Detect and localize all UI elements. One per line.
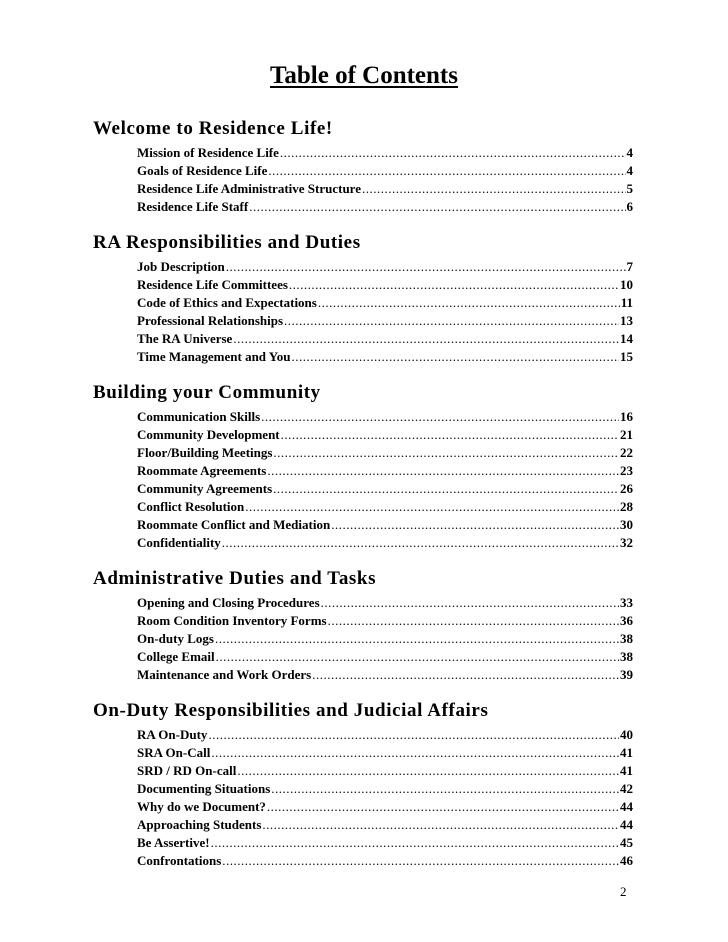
dot-leader (262, 816, 619, 834)
section-heading: Administrative Duties and Tasks (93, 568, 377, 589)
entry-label: Conflict Resolution (137, 499, 245, 514)
dot-leader (280, 144, 626, 162)
dot-leader (289, 276, 619, 294)
entry-label: Confrontations (137, 853, 222, 868)
toc-entry (137, 276, 633, 294)
dot-leader (208, 726, 619, 744)
dot-leader (268, 162, 625, 180)
toc-entry (137, 834, 633, 852)
section-heading: RA Responsibilities and Duties (93, 232, 361, 253)
dot-leader (245, 498, 619, 516)
dot-leader (249, 198, 625, 216)
entry-label: Residence Life Committees (137, 277, 288, 292)
entry-label: Time Management and You (137, 349, 291, 364)
dot-leader (267, 462, 619, 480)
entry-page: 45 (620, 835, 633, 850)
toc-section (93, 116, 633, 216)
entry-page: 4 (626, 145, 633, 160)
dot-leader (362, 180, 626, 198)
entry-page: 23 (620, 463, 633, 478)
entry-label: Residence Life Administrative Structure (137, 181, 361, 196)
toc-section (93, 566, 633, 684)
entry-page: 44 (620, 799, 633, 814)
entry-page: 46 (620, 853, 633, 868)
dot-leader (222, 852, 619, 870)
entry-label: Professional Relationships (137, 313, 284, 328)
entry-page: 21 (620, 427, 633, 442)
toc-entry (137, 162, 633, 180)
entry-page: 5 (626, 181, 633, 196)
toc-entry (137, 762, 633, 780)
toc-entry (137, 744, 633, 762)
entry-page: 41 (620, 763, 633, 778)
section-entries (137, 144, 633, 216)
section-entries (137, 408, 633, 552)
dot-leader (273, 480, 619, 498)
entry-label: On-duty Logs (137, 631, 214, 646)
entry-page: 4 (626, 163, 633, 178)
entry-label: Community Agreements (137, 481, 273, 496)
entry-page: 38 (620, 649, 633, 664)
entry-page: 41 (620, 745, 633, 760)
entry-page: 44 (620, 817, 633, 832)
dot-leader (271, 780, 619, 798)
toc-entry (137, 780, 633, 798)
toc-entry (137, 258, 633, 276)
dot-leader (226, 258, 626, 276)
entry-label: Floor/Building Meetings (137, 445, 273, 460)
dot-leader (273, 444, 619, 462)
toc-entry (137, 180, 633, 198)
toc-entry (137, 294, 633, 312)
entry-label: Mission of Residence Life (137, 145, 279, 160)
toc-entry (137, 648, 633, 666)
toc-entry (137, 444, 633, 462)
entry-label: Goals of Residence Life (137, 163, 268, 178)
entry-label: Documenting Situations (137, 781, 271, 796)
entry-page: 14 (620, 331, 633, 346)
entry-label: Be Assertive! (137, 835, 210, 850)
section-entries (137, 258, 633, 366)
toc-entry (137, 594, 633, 612)
dot-leader (281, 426, 619, 444)
entry-label: Opening and Closing Procedures (137, 595, 320, 610)
entry-page: 39 (620, 667, 633, 682)
dot-leader (215, 630, 619, 648)
entry-label: Maintenance and Work Orders (137, 667, 312, 682)
entry-label: Residence Life Staff (137, 199, 249, 214)
toc-entry (137, 348, 633, 366)
entry-page: 33 (620, 595, 633, 610)
section-entries (137, 726, 633, 870)
toc-entry (137, 480, 633, 498)
section-heading: Welcome to Residence Life! (93, 118, 333, 139)
toc-entry (137, 726, 633, 744)
toc-body (93, 116, 633, 884)
entry-label: SRA On-Call (137, 745, 211, 760)
dot-leader (284, 312, 619, 330)
toc-entry (137, 498, 633, 516)
entry-page: 36 (620, 613, 633, 628)
dot-leader (261, 408, 619, 426)
dot-leader (321, 594, 619, 612)
toc-section (93, 698, 633, 870)
dot-leader (222, 534, 619, 552)
entry-label: Why do we Document? (137, 799, 266, 814)
entry-page: 16 (620, 409, 633, 424)
entry-page: 40 (620, 727, 633, 742)
entry-page: 32 (620, 535, 633, 550)
toc-entry (137, 798, 633, 816)
entry-label: Confidentiality (137, 535, 221, 550)
entry-page: 6 (626, 199, 633, 214)
toc-entry (137, 198, 633, 216)
toc-entry (137, 462, 633, 480)
section-heading: Building your Community (93, 382, 321, 403)
toc-entry (137, 426, 633, 444)
toc-entry (137, 666, 633, 684)
toc-section (93, 380, 633, 552)
entry-page: 30 (620, 517, 633, 532)
entry-label: SRD / RD On-call (137, 763, 237, 778)
toc-section (93, 230, 633, 366)
dot-leader (318, 294, 620, 312)
entry-label: Community Development (137, 427, 280, 442)
toc-entry (137, 630, 633, 648)
toc-entry (137, 312, 633, 330)
entry-page: 10 (620, 277, 633, 292)
toc-entry (137, 408, 633, 426)
toc-entry (137, 144, 633, 162)
dot-leader (328, 612, 619, 630)
entry-page: 7 (626, 259, 633, 274)
entry-label: College Email (137, 649, 215, 664)
toc-entry (137, 330, 633, 348)
section-entries (137, 594, 633, 684)
dot-leader (331, 516, 619, 534)
entry-label: Code of Ethics and Expectations (137, 295, 317, 310)
entry-label: Communication Skills (137, 409, 261, 424)
entry-label: The RA Universe (137, 331, 233, 346)
entry-page: 28 (620, 499, 633, 514)
toc-entry (137, 534, 633, 552)
dot-leader (291, 348, 619, 366)
section-heading: On-Duty Responsibilities and Judicial Affairs (93, 700, 489, 721)
toc-entry (137, 612, 633, 630)
dot-leader (312, 666, 619, 684)
dot-leader (211, 834, 619, 852)
toc-entry (137, 516, 633, 534)
page-title: Table of Contents (270, 62, 458, 89)
dot-leader (216, 648, 619, 666)
entry-page: 15 (620, 349, 633, 364)
page-number: 2 (620, 884, 627, 899)
entry-page: 11 (620, 295, 633, 310)
entry-page: 22 (620, 445, 633, 460)
entry-label: Room Condition Inventory Forms (137, 613, 327, 628)
dot-leader (237, 762, 619, 780)
entry-page: 38 (620, 631, 633, 646)
entry-page: 42 (620, 781, 633, 796)
dot-leader (233, 330, 619, 348)
entry-page: 26 (620, 481, 633, 496)
entry-label: Job Description (137, 259, 225, 274)
toc-entry (137, 852, 633, 870)
entry-label: Roommate Agreements (137, 463, 267, 478)
entry-page: 13 (620, 313, 633, 328)
dot-leader (211, 744, 619, 762)
entry-label: Approaching Students (137, 817, 262, 832)
toc-entry (137, 816, 633, 834)
entry-label: RA On-Duty (137, 727, 208, 742)
dot-leader (267, 798, 619, 816)
entry-label: Roommate Conflict and Mediation (137, 517, 331, 532)
